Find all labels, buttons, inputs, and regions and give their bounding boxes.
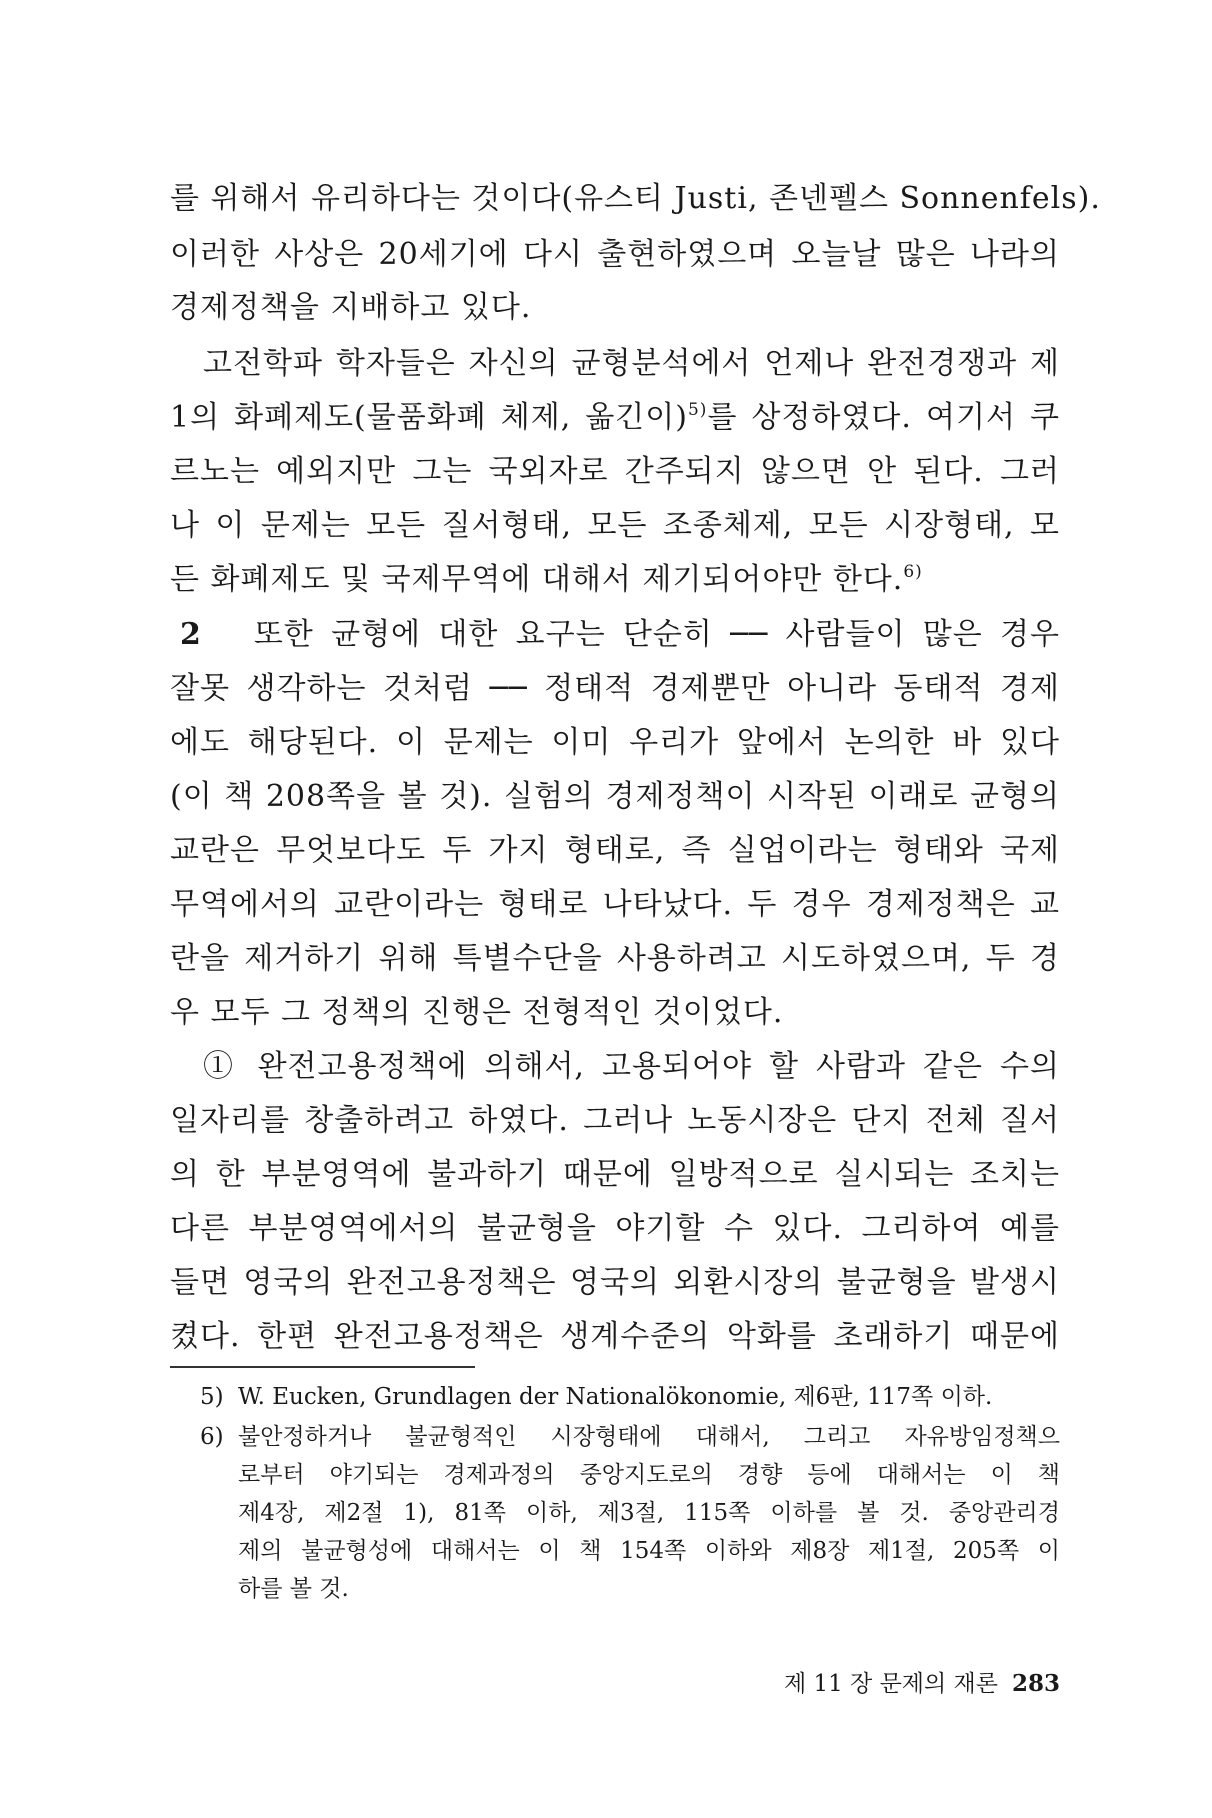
body-line-5-rest: 를 상정하였다. 여기서 쿠: [707, 400, 1060, 435]
page-footer: [718, 1672, 1060, 1696]
body-line-1: 를 위해서 유리하다는 것이다(유스티 Justi, 존넨펠스 Sonnenfels).: [170, 181, 1101, 216]
body-line-14: 무역에서의 교란이라는 형태로 나타났다. 두 경우 경제정책은 교: [170, 887, 1060, 922]
body-line-5: [170, 400, 1060, 435]
body-line-3: 경제정책을 지배하고 있다.: [170, 290, 532, 325]
body-line-10: 잘못 생각하는 것처럼 ── 정태적 경제뿐만 아니라 동태적 경제: [170, 671, 1060, 706]
body-line-22: 켰다. 한편 완전고용정책은 생계수준의 악화를 초래하기 때문에: [170, 1319, 1060, 1354]
body-line-4: 고전학파 학자들은 자신의 균형분석에서 언제나 완전경쟁과 제: [203, 346, 1060, 381]
body-line-11: 에도 해당된다. 이 문제는 이미 우리가 앞에서 논의한 바 있다: [170, 725, 1060, 760]
body-line-21: 들면 영국의 완전고용정책은 영국의 외환시장의 불균형을 발생시: [170, 1265, 1060, 1300]
body-line-5-text: 1의 화폐제도(물품화폐 체제, 옮긴이): [170, 400, 688, 435]
footnote-5-number: 5): [200, 1384, 224, 1410]
footnote-5-line-1: W. Eucken, Grundlagen der Nationalökonomie, 제6판, 117쪽 이하.: [238, 1384, 993, 1410]
footnote-6-line-3: 제4장, 제2절 1), 81쪽 이하, 제3절, 115쪽 이하를 볼 것. 중앙관리경: [238, 1500, 1060, 1526]
body-line-16: 우 모두 그 정책의 진행은 전형적인 것이었다.: [170, 995, 784, 1030]
footnote-6-line-5: 하를 볼 것.: [238, 1576, 349, 1602]
body-line-15: 란을 제거하기 위해 특별수단을 사용하려고 시도하였으며, 두 경: [170, 941, 1060, 976]
body-line-19: 의 한 부분영역에 불과하기 때문에 일방적으로 실시되는 조치는: [170, 1157, 1060, 1192]
body-line-18: 일자리를 창출하려고 하였다. 그러나 노동시장은 단지 전체 질서: [170, 1103, 1060, 1138]
body-line-9: [180, 617, 1060, 652]
footnote-6-line-4: 제의 불균형성에 대해서는 이 책 154쪽 이하와 제8장 제1절, 205쪽 이: [238, 1538, 1060, 1564]
footnote-rule: [170, 1366, 475, 1368]
footnote-ref-5: 5): [687, 400, 708, 420]
footnote-6-line-1: 불안정하거나 불균형적인 시장형태에 대해서, 그리고 자유방임정책으: [238, 1424, 1060, 1450]
footnote-ref-6: 6): [903, 562, 923, 582]
body-line-7: 나 이 문제는 모든 질서형태, 모든 조종체제, 모든 시장형태, 모: [170, 508, 1060, 543]
footnote-6-number: 6): [200, 1424, 224, 1450]
section-number: 2: [180, 617, 202, 652]
body-line-13: 교란은 무엇보다도 두 가지 형태로, 즉 실업이라는 형태와 국제: [170, 833, 1060, 868]
body-line-9-text: 또한 균형에 대한 요구는 단순히 ── 사람들이 많은 경우: [253, 617, 1060, 652]
running-head: 제 11 장 문제의 재론: [783, 1671, 998, 1697]
body-line-8: [170, 562, 1060, 597]
body-line-17: ① 완전고용정책에 의해서, 고용되어야 할 사람과 같은 수의: [203, 1049, 1060, 1084]
page-number: 283: [1011, 1670, 1060, 1697]
body-line-12: (이 책 208쪽을 볼 것). 실험의 경제정책이 시작된 이래로 균형의: [170, 779, 1060, 814]
body-line-6: 르노는 예외지만 그는 국외자로 간주되지 않으면 안 된다. 그러: [170, 454, 1060, 489]
body-line-8-text: 든 화폐제도 및 국제무역에 대해서 제기되어야만 한다.: [170, 562, 904, 597]
body-line-2: 이러한 사상은 20세기에 다시 출현하였으며 오늘날 많은 나라의: [170, 237, 1060, 272]
body-line-20: 다른 부분영역에서의 불균형을 야기할 수 있다. 그리하여 예를: [170, 1211, 1060, 1246]
footnote-6-line-2: 로부터 야기되는 경제과정의 중앙지도로의 경향 등에 대해서는 이 책: [238, 1462, 1060, 1488]
